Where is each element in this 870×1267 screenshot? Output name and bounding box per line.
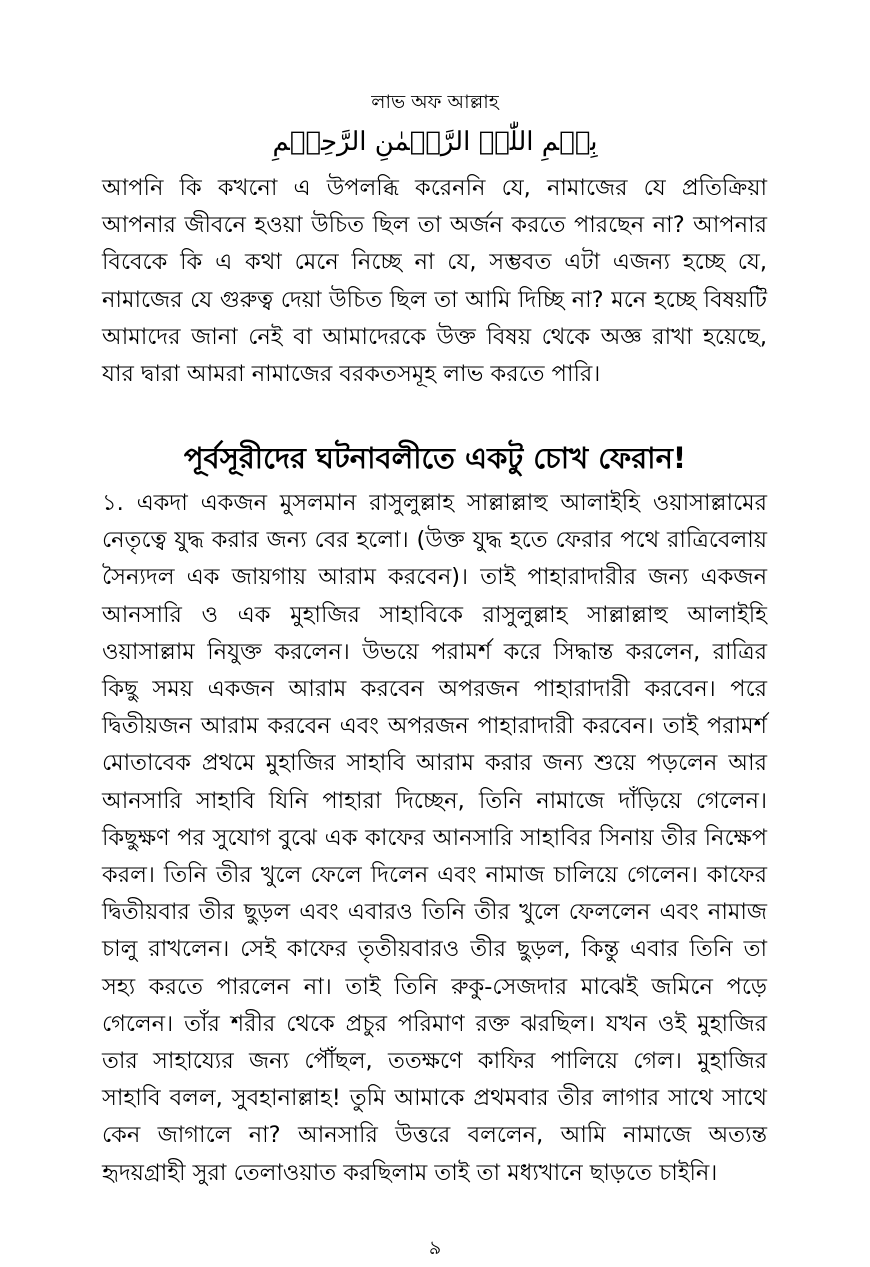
page-number: ৯ xyxy=(428,1237,442,1259)
story-paragraph: ১. একদা একজন মুসলমান রাসুলুল্লাহ সাল্লাল্লাহু আলাইহি ওয়াসাল্লামের নেতৃত্বে যুদ্ধ করার জন্য বের হলো। (উক্ত যুদ্ধ হতে ফেরার পথে রাত্রিবেলায় সৈন্যদল এক জায়গায় আরাম করবেন)। তাই পাহারাদারীর জন্য একজন আনসারি ও এক মুহাজির সাহাবিকে রাসুলুল্লাহ সাল্লাল্লাহু আলাইহি ওয়াসাল্লাম নিযুক্ত করলেন। উভয়ে পরামর্শ করে সিদ্ধান্ত করলেন, রাত্রির কিছু সময় একজন আরাম করবেন অপরজন পাহারাদারী করবেন। পরে দ্বিতীয়জন আরাম করবেন এবং অপরজন পাহারাদারী করবেন। তাই পরামর্শ মোতাবেক প্রথমে মুহাজির সাহাবি আরাম করার জন্য শুয়ে পড়লেন আর আনসারি সাহাবি যিনি পাহারা দিচ্ছেন, তিনি নামাজে দাঁড়িয়ে গেলেন। কিছুক্ষণ পর সুযোগ বুঝে এক কাফের আনসারি সাহাবির সিনায় তীর নিক্ষেপ করল। তিনি তীর খুলে ফেলে দিলেন এবং নামাজ চালিয়ে গেলেন। কাফের দ্বিতীয়বার তীর ছুড়ল এবং এবারও তিনি তীর খুলে ফেললেন এবং নামাজ চালু রাখলেন। সেই কাফের তৃতীয়বারও তীর ছুড়ল, কিন্তু এবার তিনি তা সহ্য করতে পারলেন না। তাই তিনি রুকু-সেজদার মাঝেই জমিনে পড়ে গেলেন। তাঁর শরীর থেকে প্রচুর পরিমাণ রক্ত ঝরছিল। যখন ওই মুহাজির তার সাহায্যের জন্য পৌঁছল, ততক্ষণে কাফির পালিয়ে গেল। মুহাজির সাহাবি বলল, সুবহানাল্লাহ! তুমি আমাকে প্রথমবার তীর লাগার সাথে সাথে কেন জাগালে না? আনসারি উত্তরে বললেন, আমি নামাজে অত্যন্ত হৃদয়গ্রাহী সুরা তেলাওয়াত করছিলাম তাই তা মধ্যখানে ছাড়তে চাইনি। xyxy=(102,490,767,1186)
section-heading: পূর্বসূরীদের ঘটনাবলীতে একটু চোখ ফেরান! xyxy=(183,441,687,475)
running-title: লাভ অফ আল্লাহ xyxy=(371,91,499,113)
basmala-arabic: بِسۡمِ اللّٰہِ الرَّحۡمٰنِ الرَّحِیۡمِ xyxy=(272,127,598,157)
intro-paragraph: আপনি কি কখনো এ উপলব্ধি করেননি যে, নামাজের যে প্রতিক্রিয়া আপনার জীবনে হওয়া উচিত ছিল তা অর্জন করতে পারছেন না? আপনার বিবেকে কি এ কথা মেনে নিচ্ছে না যে, সম্ভবত এটা এজন্য হচ্ছে যে, নামাজের যে গুরুত্ব দেয়া উচিত ছিল তা আমি দিচ্ছি না? মনে হচ্ছে বিষয়টি আমাদের জানা নেই বা আমাদেরকে উক্ত বিষয় থেকে অজ্ঞ রাখা হয়েছে, যার দ্বারা আমরা নামাজের বরকতসমূহ লাভ করতে পারি। xyxy=(102,175,767,388)
